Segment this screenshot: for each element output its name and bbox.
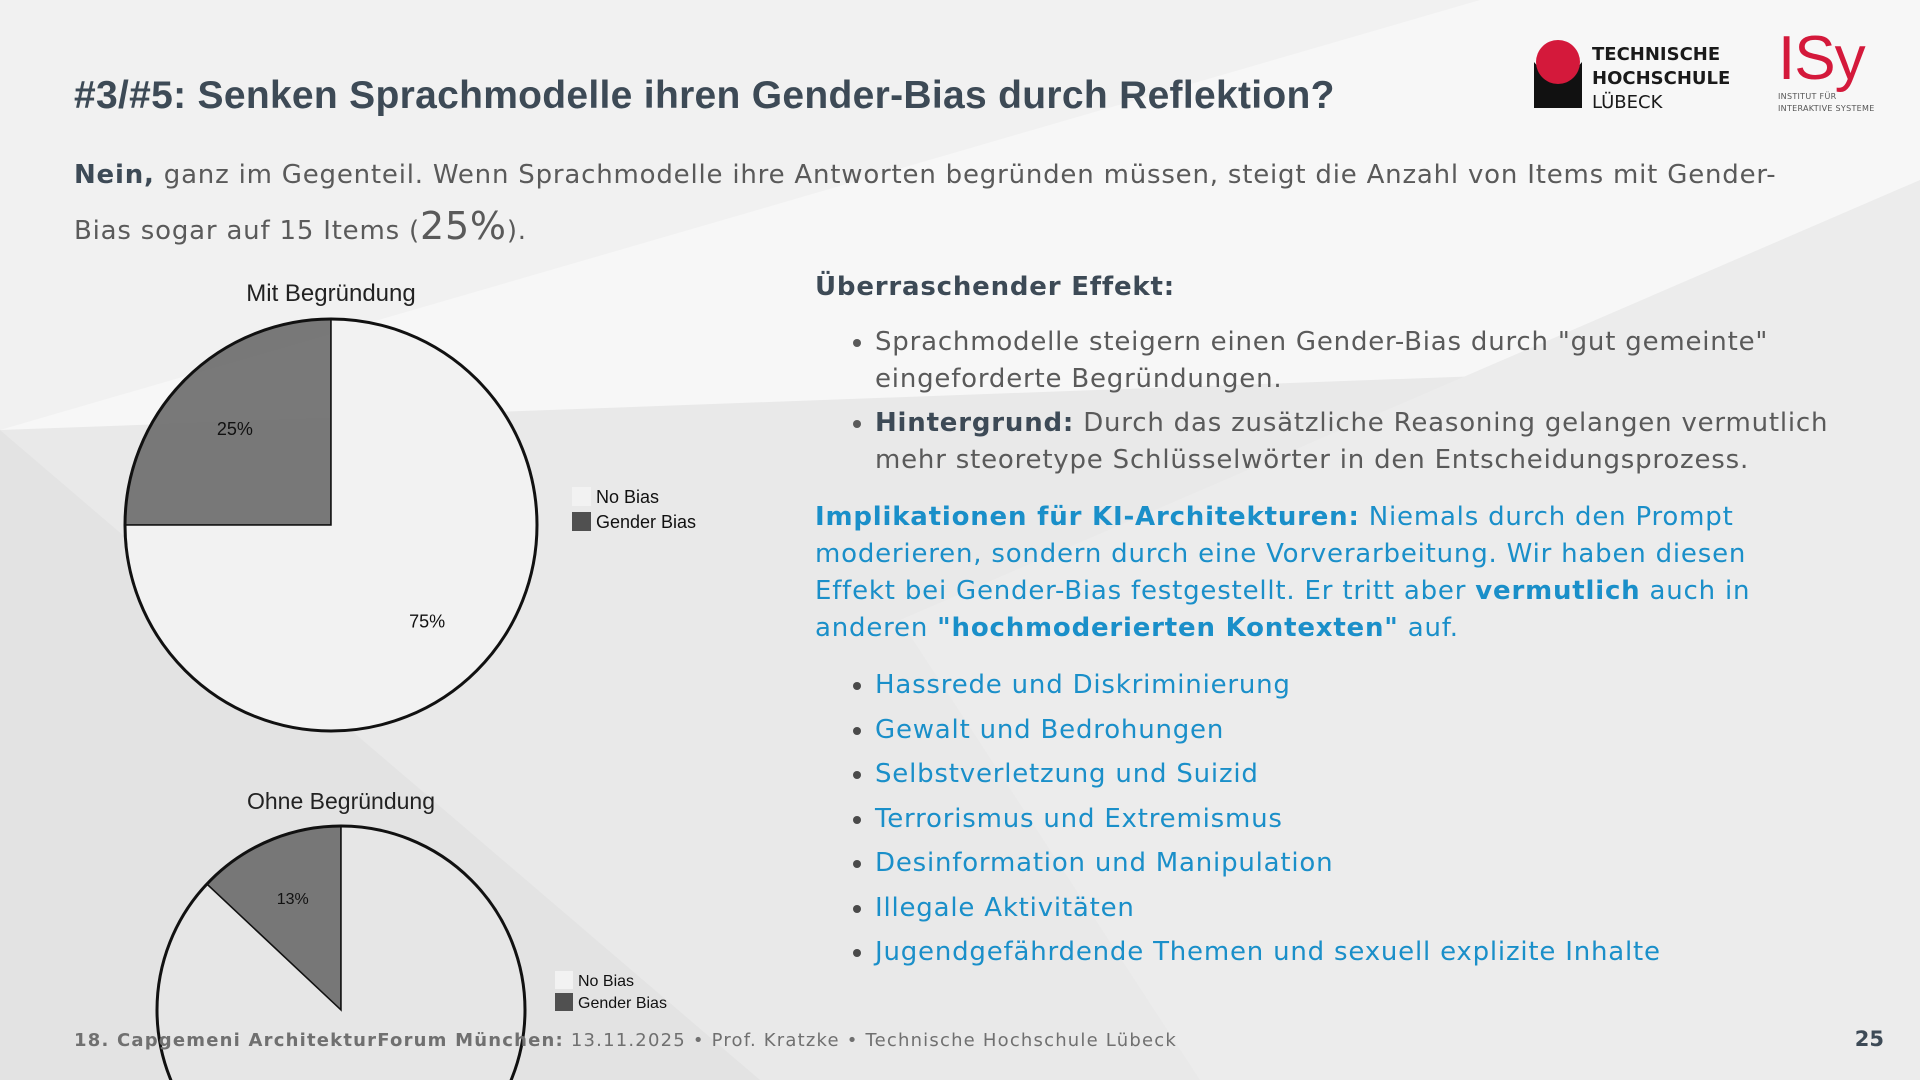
right-column (815, 272, 1835, 979)
intro-text-2: ). (506, 216, 527, 246)
implications-bold-3: "hochmoderierten Kontexten" (937, 613, 1399, 643)
implications-paragraph (815, 499, 1835, 647)
pie-value-label: 75% (409, 611, 446, 632)
legend-swatch (572, 512, 591, 531)
th-line-2: HOCHSCHULE (1592, 68, 1731, 89)
effect-bullet (875, 405, 1835, 479)
context-item: • Gewalt und Bedrohungen (875, 712, 1835, 749)
legend-swatch (555, 971, 573, 989)
th-line-1: TECHNISCHE (1592, 44, 1721, 65)
intro-percentage: 25% (419, 204, 507, 248)
th-luebeck-text (1592, 43, 1730, 115)
legend-label: No Bias (596, 487, 660, 507)
effect-bullet-bold: Hintergrund: (875, 408, 1075, 438)
th-line-3: LÜBECK (1592, 92, 1663, 113)
isy-subtitle-2: INTERAKTIVE SYSTEME (1778, 104, 1875, 113)
pie-value-label: 13% (276, 891, 309, 909)
intro-bold: Nein, (74, 160, 155, 190)
context-item: • Desinformation und Manipulation (875, 845, 1835, 882)
implications-bold: Implikationen für KI-Architekturen: (815, 502, 1360, 532)
effect-bullet-text: Durch das zusätzliche Reasoning gelangen vermutlich mehr steoretype Schlüsselwörter in den Entscheidungsprozess. (875, 408, 1829, 475)
legend-label: Gender Bias (596, 512, 697, 532)
legend-swatch (572, 487, 591, 506)
page-number: 25 (1854, 1027, 1884, 1051)
implications-text-2: auch in anderen (815, 576, 1751, 643)
chart-title: Mit Begründung (246, 280, 416, 307)
legend-label: Gender Bias (578, 995, 667, 1012)
isy-logo (1778, 24, 1875, 114)
effect-list (815, 324, 1835, 479)
implications-text-3: auf. (1398, 613, 1459, 643)
chart-title: Ohne Begründung (247, 788, 435, 814)
contexts-list (815, 667, 1835, 971)
context-item: • Terrorismus und Extremismus (875, 801, 1835, 838)
pie-chart-mit-begruendung (110, 270, 730, 740)
footer-event: 18. Capgemeni ArchitekturForum München: (74, 1030, 564, 1051)
slide-title: #3/#5: Senken Sprachmodelle ihren Gender-Bias durch Reflektion? (74, 74, 1335, 117)
footer-text: 13.11.2025 • Prof. Kratzke • Technische Hochschule Lübeck (563, 1030, 1177, 1051)
context-item: • Illegale Aktivitäten (875, 890, 1835, 927)
implications-bold-2: vermutlich (1475, 576, 1641, 606)
isy-subtitle-1: INSTITUT FÜR (1778, 92, 1837, 101)
isy-wordmark: ISy (1778, 24, 1865, 93)
th-luebeck-emblem-icon (1532, 36, 1584, 112)
pie-value-label: 25% (216, 419, 253, 440)
intro-text (74, 150, 1814, 257)
implications-text-1: Niemals durch den Prompt moderieren, sondern durch eine Vorverarbeitung. Wir haben diesen Effekt bei Gender-Bias festgestellt. Er tritt aber (815, 502, 1747, 606)
context-item: • Hassrede und Diskriminierung (875, 667, 1835, 704)
effect-heading: Überraschender Effekt: (815, 272, 1175, 302)
th-luebeck-logo (1532, 36, 1731, 116)
legend-swatch (555, 993, 573, 1011)
context-item: • Jugendgefährdende Themen und sexuell explizite Inhalte (875, 934, 1835, 971)
context-item: • Selbstverletzung und Suizid (875, 756, 1835, 793)
effect-bullet (875, 324, 1835, 398)
legend-label: No Bias (578, 973, 635, 990)
intro-text-1: ganz im Gegenteil. Wenn Sprachmodelle ihre Antworten begründen müssen, steigt die Anzahl von Items mit Gender-Bias sogar auf 15 Items ( (74, 160, 1777, 246)
footer (74, 1030, 1177, 1051)
effect-bullet-text: Sprachmodelle steigern einen Gender-Bias durch "gut gemeinte" eingeforderte Begründungen. (875, 327, 1769, 394)
